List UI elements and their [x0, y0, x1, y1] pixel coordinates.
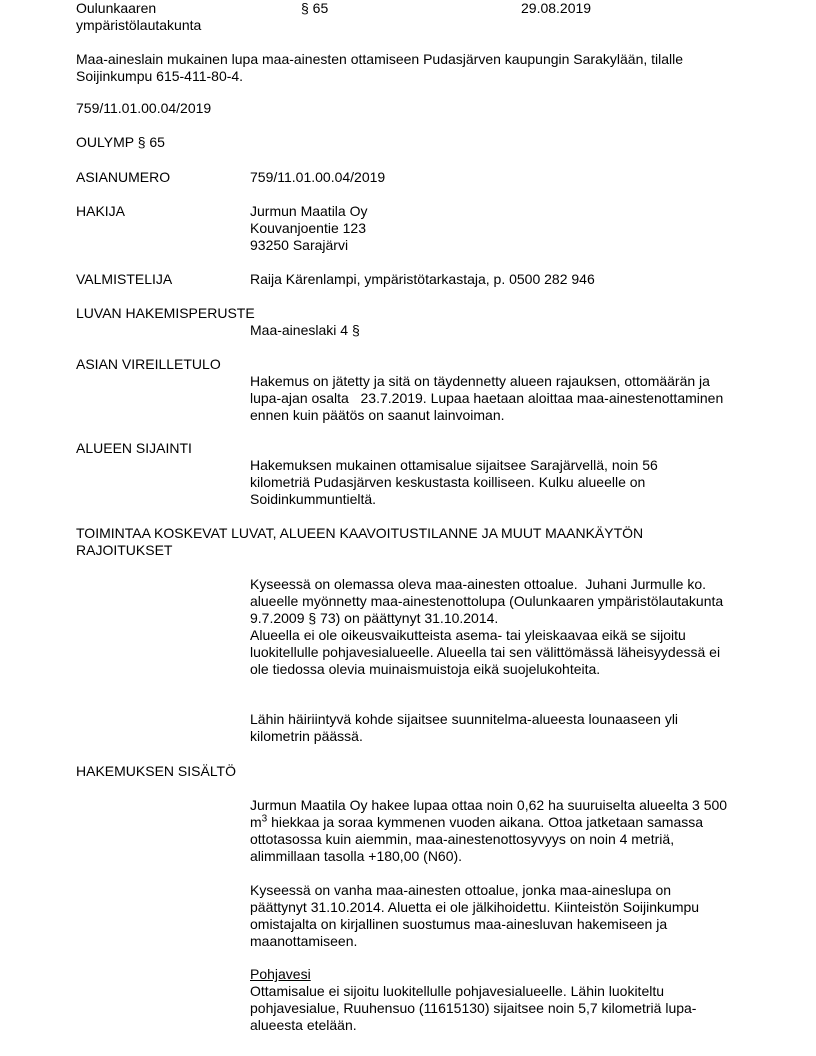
pohjavesi-block [250, 966, 730, 1034]
valmistelija-label: VALMISTELIJA [76, 271, 173, 287]
luvat-paragraph-3: Lähin häiriintyvä kohde sijaitsee suunnitelma-alueesta lounaaseen yli kilometrin päässä. [250, 711, 679, 744]
asianumero-label: ASIANUMERO [76, 169, 171, 185]
reference-section: OULYMP § 65 [76, 134, 165, 150]
hakija-label: HAKIJA [76, 203, 126, 219]
sijainti-text: Hakemuksen mukainen ottamisalue sijaitsee Sarajärvellä, noin 56 kilometriä Pudasjärven keskustasta koilliseen. Kulku alueelle on Soidinkummuntieltä. [250, 457, 658, 507]
hakemisperuste-heading: LUVAN HAKEMISPERUSTE [76, 305, 255, 321]
pohjavesi-heading-text: Pohjavesi [250, 966, 311, 982]
asianumero-value: 759/11.01.00.04/2019 [250, 169, 386, 185]
hakija-name: Jurmun Maatila Oy [250, 203, 368, 219]
sisalto-p1-part-b: hiekkaa ja soraa kymmenen vuoden aikana. Ottoa jatketaan samassa ottotasossa kuin aiemmin, maa-ainestenottosyvyys on noin 4 metriä, alimmillaan tasolla +180,00 (N60). [250, 814, 704, 864]
sisalto-p1-part-a: Jurmun Maatila Oy hakee lupaa ottaa noin 0,62 ha suuruiselta alueelta 3 500 m [250, 797, 728, 830]
sisalto-paragraph-1 [250, 797, 730, 865]
hakija-postal: 93250 Sarajärvi [250, 237, 349, 253]
sisalto-paragraph-2: Kyseessä on vanha maa-ainesten ottoalue, jonka maa-aineslupa on päättynyt 31.10.2014. Aluetta ei ole jälkihoidettu. Kiinteistön Soijinkumpu omistajalta on kirjallinen suostumus maa-ainesluvan hakemiseen ja maanottamiseen. [250, 882, 700, 949]
vireilletulo-heading: ASIAN VIREILLETULO [76, 356, 221, 372]
hakemisperuste-text: Maa-aineslaki 4 § [250, 322, 360, 338]
luvat-heading: TOIMINTAA KOSKEVAT LUVAT, ALUEEN KAAVOITUSTILANNE JA MUUT MAANKÄYTÖN RAJOITUKSET [76, 525, 644, 558]
hakija-street: Kouvanjoentie 123 [250, 220, 366, 236]
header-section: § 65 [301, 0, 329, 16]
luvat-paragraph-2: Alueella ei ole oikeusvaikutteista asema- tai yleiskaavaa eikä se sijoitu luokitellulle pohjavesialueelle. Alueella tai sen välittömässä läheisyydessä ei ole tiedossa olevia muinaismuistoja eikä suojelukohteita. [250, 627, 721, 677]
pohjavesi-heading [250, 966, 730, 983]
header-organization [76, 0, 201, 34]
reference-number: 759/11.01.00.04/2019 [76, 100, 212, 116]
cubic-superscript: 3 [261, 813, 268, 825]
hakija-address [250, 203, 750, 254]
document-title: Maa-aineslain mukainen lupa maa-ainesten ottamiseen Pudasjärven kaupungin Sarakylään, tilalle Soijinkumpu 615-411-80-4. [76, 51, 684, 84]
org-line-1: Oulunkaaren [76, 0, 157, 16]
sijainti-heading: ALUEEN SIJAINTI [76, 440, 192, 456]
vireilletulo-text: Hakemus on jätetty ja sitä on täydennetty alueen rajauksen, ottomäärän ja lupa-ajan osalta 23.7.2019. Lupaa haetaan aloittaa maa-ainestenottaminen ennen kuin päätös on saanut lainvoiman. [250, 373, 728, 423]
valmistelija-value: Raija Kärenlampi, ympäristötarkastaja, p. 0500 282 946 [250, 271, 595, 287]
header-date: 29.08.2019 [521, 0, 592, 16]
org-line-2: ympäristölautakunta [76, 17, 202, 33]
pohjavesi-text: Ottamisalue ei sijoitu luokitellulle pohjavesialueelle. Lähin luokiteltu pohjavesialue, Ruuhensuo (11615130) sijaitsee noin 5,7 kilometriä lupa-alueesta etelään. [250, 983, 697, 1033]
sisalto-heading: HAKEMUKSEN SISÄLTÖ [76, 763, 237, 779]
luvat-paragraph-1: Kyseessä on olemassa oleva maa-ainesten ottoalue. Juhani Jurmulle ko. alueelle myönnetty maa-ainestenottolupa (Oulunkaaren ympäristölautakunta 9.7.2009 § 73) on päättynyt 31.10.2014. [250, 576, 728, 626]
